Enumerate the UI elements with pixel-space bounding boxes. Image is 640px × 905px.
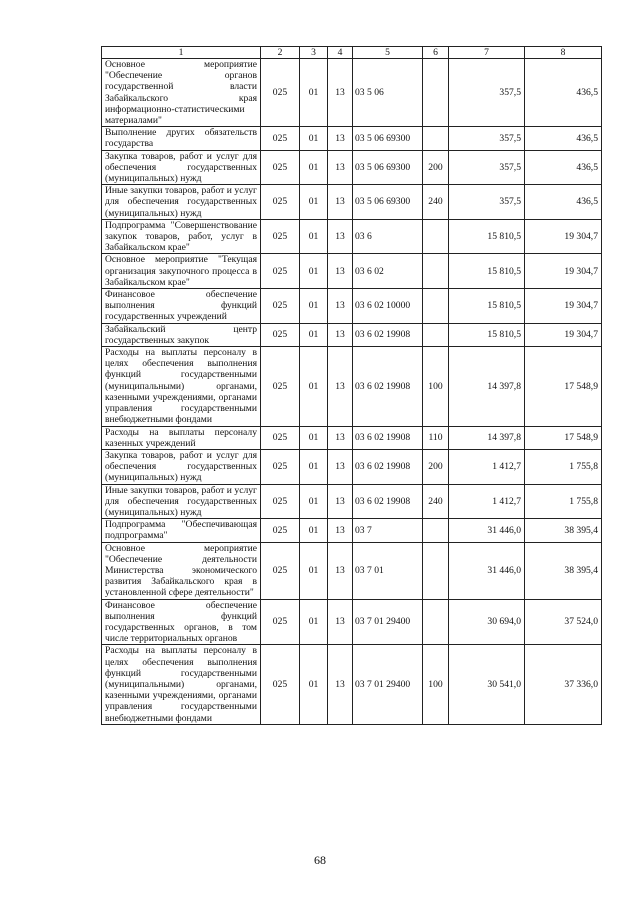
cell-col-7: 14 397,8	[449, 426, 525, 449]
cell-col-6	[423, 254, 449, 289]
cell-col-8: 436,5	[525, 185, 602, 220]
table-row	[102, 150, 602, 185]
cell-col-5: 03 7	[353, 519, 423, 542]
header-cell-3: 3	[300, 47, 328, 59]
cell-col-5: 03 6 02 19908	[353, 323, 423, 346]
cell-col-3: 01	[300, 254, 328, 289]
cell-col-4: 13	[328, 127, 353, 150]
cell-col-3: 01	[300, 484, 328, 519]
cell-col-2: 025	[261, 127, 300, 150]
cell-col-5: 03 5 06 69300	[353, 127, 423, 150]
table-row	[102, 542, 602, 599]
cell-col-8: 19 304,7	[525, 323, 602, 346]
cell-col-8: 38 395,4	[525, 519, 602, 542]
cell-col-8: 38 395,4	[525, 542, 602, 599]
cell-col-8: 37 336,0	[525, 645, 602, 724]
cell-row-name: Иные закупки товаров, работ и услуг для обеспечения государственных (муниципальных) нужд	[102, 484, 261, 519]
cell-col-4: 13	[328, 645, 353, 724]
cell-col-2: 025	[261, 347, 300, 426]
cell-row-name: Подпрограмма "Совершенствование закупок товаров, работ, услуг в Забайкальском крае"	[102, 219, 261, 254]
cell-col-2: 025	[261, 645, 300, 724]
cell-col-8: 436,5	[525, 127, 602, 150]
cell-row-name: Расходы на выплаты персоналу казенных учреждений	[102, 426, 261, 449]
table-row	[102, 347, 602, 426]
cell-col-5: 03 5 06 69300	[353, 185, 423, 220]
cell-col-2: 025	[261, 185, 300, 220]
cell-col-8: 19 304,7	[525, 289, 602, 324]
table-body	[102, 59, 602, 725]
cell-col-3: 01	[300, 185, 328, 220]
cell-col-4: 13	[328, 254, 353, 289]
cell-col-8: 19 304,7	[525, 254, 602, 289]
cell-col-4: 13	[328, 599, 353, 645]
cell-col-5: 03 6 02 19908	[353, 449, 423, 484]
table-row	[102, 426, 602, 449]
cell-row-name: Подпрограмма "Обеспечивающая подпрограмма"	[102, 519, 261, 542]
cell-col-5: 03 5 06 69300	[353, 150, 423, 185]
cell-col-3: 01	[300, 127, 328, 150]
cell-col-6: 100	[423, 645, 449, 724]
cell-col-5: 03 6 02 10000	[353, 289, 423, 324]
cell-col-2: 025	[261, 323, 300, 346]
table-row	[102, 289, 602, 324]
cell-col-4: 13	[328, 59, 353, 127]
cell-col-7: 1 412,7	[449, 484, 525, 519]
table-row	[102, 59, 602, 127]
cell-col-3: 01	[300, 645, 328, 724]
table-row	[102, 645, 602, 724]
cell-col-4: 13	[328, 347, 353, 426]
cell-col-3: 01	[300, 323, 328, 346]
cell-col-5: 03 6 02	[353, 254, 423, 289]
cell-col-7: 30 541,0	[449, 645, 525, 724]
cell-col-7: 14 397,8	[449, 347, 525, 426]
cell-col-7: 31 446,0	[449, 519, 525, 542]
cell-row-name: Иные закупки товаров, работ и услуг для обеспечения государственных (муниципальных) нужд	[102, 185, 261, 220]
cell-col-5: 03 6	[353, 219, 423, 254]
cell-row-name: Забайкальский центр государственных закупок	[102, 323, 261, 346]
cell-col-8: 17 548,9	[525, 347, 602, 426]
cell-row-name: Расходы на выплаты персоналу в целях обеспечения выполнения функций государственными (муниципальными) органами, казенными учреждениями, органами управления государственными внебюджетными фондами	[102, 347, 261, 426]
cell-row-name: Расходы на выплаты персоналу в целях обеспечения выполнения функций государственными (муниципальными) органами, казенными учреждениями, органами управления государственными внебюджетными фондами	[102, 645, 261, 724]
cell-col-8: 37 524,0	[525, 599, 602, 645]
cell-col-7: 30 694,0	[449, 599, 525, 645]
cell-col-5: 03 6 02 19908	[353, 484, 423, 519]
cell-row-name: Закупка товаров, работ и услуг для обеспечения государственных (муниципальных) нужд	[102, 150, 261, 185]
cell-col-6: 240	[423, 484, 449, 519]
cell-col-8: 436,5	[525, 150, 602, 185]
cell-row-name: Основное мероприятие "Текущая организация закупочного процесса в Забайкальском крае"	[102, 254, 261, 289]
cell-col-8: 17 548,9	[525, 426, 602, 449]
cell-col-2: 025	[261, 219, 300, 254]
cell-col-4: 13	[328, 519, 353, 542]
cell-col-7: 15 810,5	[449, 289, 525, 324]
cell-col-7: 31 446,0	[449, 542, 525, 599]
cell-col-2: 025	[261, 150, 300, 185]
cell-col-4: 13	[328, 219, 353, 254]
cell-col-2: 025	[261, 542, 300, 599]
cell-col-6: 200	[423, 150, 449, 185]
cell-col-8: 1 755,8	[525, 449, 602, 484]
cell-col-5: 03 7 01 29400	[353, 599, 423, 645]
budget-table	[101, 46, 602, 725]
cell-col-3: 01	[300, 426, 328, 449]
cell-col-3: 01	[300, 449, 328, 484]
cell-col-2: 025	[261, 599, 300, 645]
cell-col-4: 13	[328, 449, 353, 484]
cell-col-7: 357,5	[449, 59, 525, 127]
table-row	[102, 254, 602, 289]
cell-col-8: 19 304,7	[525, 219, 602, 254]
cell-col-5: 03 7 01 29400	[353, 645, 423, 724]
cell-col-4: 13	[328, 542, 353, 599]
cell-col-3: 01	[300, 219, 328, 254]
cell-row-name: Основное мероприятие "Обеспечение органов государственной власти Забайкальского края информационно-статистическими материалами"	[102, 59, 261, 127]
cell-row-name: Закупка товаров, работ и услуг для обеспечения государственных (муниципальных) нужд	[102, 449, 261, 484]
cell-col-2: 025	[261, 289, 300, 324]
table-row	[102, 185, 602, 220]
cell-col-6	[423, 219, 449, 254]
cell-col-4: 13	[328, 185, 353, 220]
table-row	[102, 484, 602, 519]
cell-col-6	[423, 127, 449, 150]
cell-col-6: 100	[423, 347, 449, 426]
cell-col-3: 01	[300, 599, 328, 645]
cell-col-6	[423, 542, 449, 599]
cell-row-name: Финансовое обеспечение выполнения функций государственных учреждений	[102, 289, 261, 324]
header-row	[102, 47, 602, 59]
cell-col-6	[423, 519, 449, 542]
table-row	[102, 219, 602, 254]
table-row	[102, 323, 602, 346]
cell-col-2: 025	[261, 254, 300, 289]
cell-col-7: 357,5	[449, 127, 525, 150]
cell-col-2: 025	[261, 484, 300, 519]
table-row	[102, 519, 602, 542]
cell-row-name: Основное мероприятие "Обеспечение деятельности Министерства экономического развития Забайкальского края в установленной сфере деятельности"	[102, 542, 261, 599]
cell-col-4: 13	[328, 484, 353, 519]
cell-col-2: 025	[261, 426, 300, 449]
cell-col-7: 15 810,5	[449, 254, 525, 289]
cell-col-2: 025	[261, 59, 300, 127]
cell-col-5: 03 7 01	[353, 542, 423, 599]
cell-col-5: 03 6 02 19908	[353, 426, 423, 449]
cell-col-7: 357,5	[449, 185, 525, 220]
cell-col-4: 13	[328, 150, 353, 185]
cell-col-3: 01	[300, 289, 328, 324]
header-cell-7: 7	[449, 47, 525, 59]
cell-row-name: Выполнение других обязательств государства	[102, 127, 261, 150]
cell-col-2: 025	[261, 519, 300, 542]
cell-col-4: 13	[328, 289, 353, 324]
cell-col-4: 13	[328, 426, 353, 449]
cell-col-3: 01	[300, 542, 328, 599]
cell-col-6: 240	[423, 185, 449, 220]
cell-col-8: 436,5	[525, 59, 602, 127]
cell-col-5: 03 6 02 19908	[353, 347, 423, 426]
header-cell-6: 6	[423, 47, 449, 59]
cell-col-6: 110	[423, 426, 449, 449]
cell-col-5: 03 5 06	[353, 59, 423, 127]
cell-col-8: 1 755,8	[525, 484, 602, 519]
cell-col-3: 01	[300, 347, 328, 426]
cell-col-7: 1 412,7	[449, 449, 525, 484]
table-row	[102, 599, 602, 645]
table-row	[102, 127, 602, 150]
header-cell-1: 1	[102, 47, 261, 59]
cell-col-3: 01	[300, 150, 328, 185]
header-cell-4: 4	[328, 47, 353, 59]
cell-col-6	[423, 289, 449, 324]
header-cell-8: 8	[525, 47, 602, 59]
cell-col-7: 15 810,5	[449, 323, 525, 346]
cell-row-name: Финансовое обеспечение выполнения функций государственных органов, в том числе территориальных органов	[102, 599, 261, 645]
page-number: 68	[314, 853, 326, 867]
cell-col-7: 15 810,5	[449, 219, 525, 254]
header-cell-5: 5	[353, 47, 423, 59]
header-cell-2: 2	[261, 47, 300, 59]
cell-col-4: 13	[328, 323, 353, 346]
cell-col-2: 025	[261, 449, 300, 484]
cell-col-3: 01	[300, 59, 328, 127]
cell-col-6	[423, 59, 449, 127]
table-row	[102, 449, 602, 484]
cell-col-6	[423, 323, 449, 346]
cell-col-6	[423, 599, 449, 645]
cell-col-3: 01	[300, 519, 328, 542]
cell-col-6: 200	[423, 449, 449, 484]
cell-col-7: 357,5	[449, 150, 525, 185]
